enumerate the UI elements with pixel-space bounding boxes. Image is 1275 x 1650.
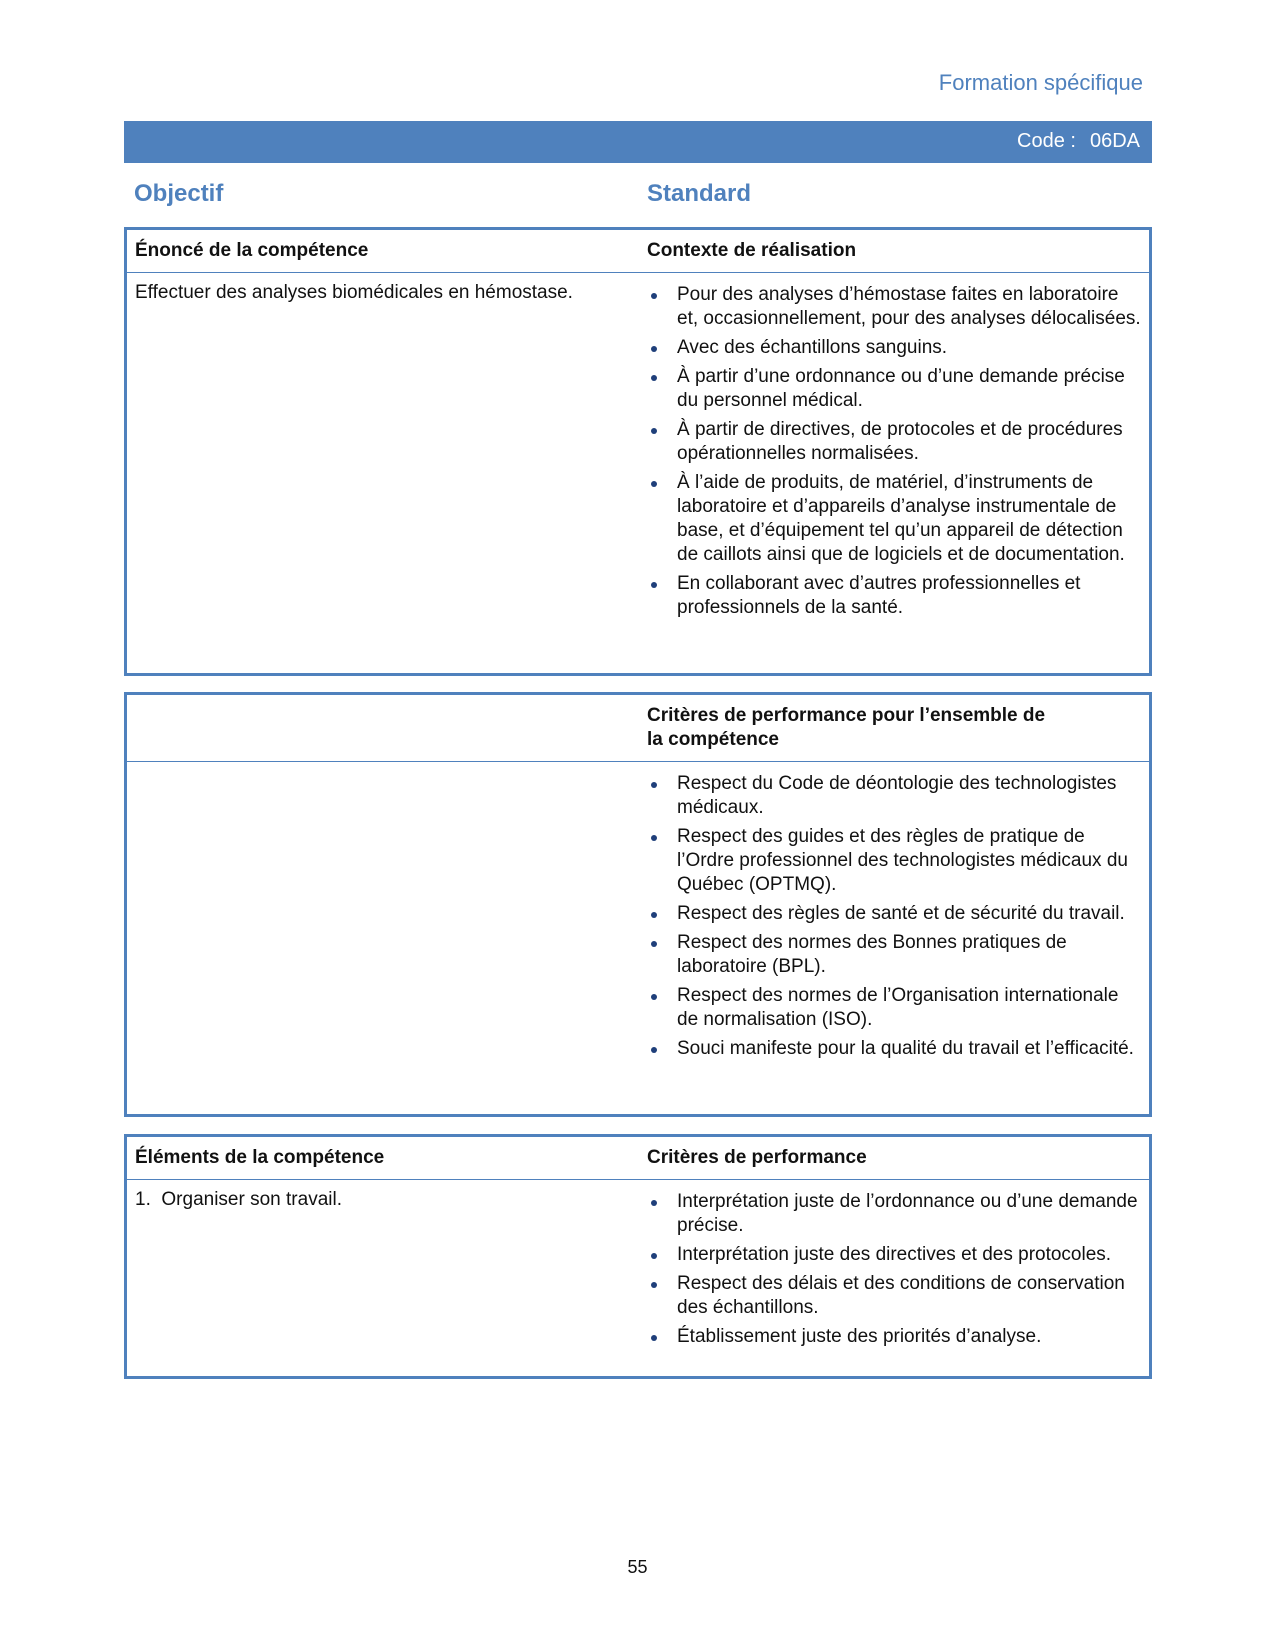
section-standard: Standard <box>647 180 752 207</box>
table-header-row <box>127 230 1149 273</box>
list-item: Respect des normes des Bonnes pratiques de laboratoire (BPL). <box>647 931 1141 979</box>
list-item: Respect des normes de l’Organisation internationale de normalisation (ISO). <box>647 984 1141 1032</box>
table-row <box>127 762 1149 1074</box>
list-item: Respect des guides et des règles de pratique de l’Ordre professionnel des technologistes médicaux du Québec (OPTMQ). <box>647 825 1141 897</box>
list-item: À partir de directives, de protocoles et de procédures opérationnelles normalisées. <box>647 418 1141 466</box>
page-number: 55 <box>627 1557 648 1577</box>
list-item: Interprétation juste de l’ordonnance ou d’une demande précise. <box>647 1190 1141 1238</box>
code-bar <box>124 121 1152 163</box>
list-item: Respect des règles de santé et de sécurité du travail. <box>647 902 1141 926</box>
contexte-list <box>647 283 1141 620</box>
enonce-text: Effectuer des analyses biomédicales en hémostase. <box>135 282 573 303</box>
element-text: 1. Organiser son travail. <box>135 1189 342 1210</box>
criteres-list <box>647 1190 1141 1349</box>
criteres-ensemble-list <box>647 772 1141 1061</box>
criteres-header: Critères de performance <box>647 1147 867 1168</box>
table-row <box>127 273 1149 633</box>
empty-header <box>127 695 639 761</box>
section-objectif: Objectif <box>134 180 224 207</box>
running-title: Formation spécifique <box>938 70 1143 95</box>
table-elements <box>124 1134 1152 1379</box>
table-row <box>127 1180 1149 1362</box>
table-header-row <box>127 695 1149 762</box>
list-item: Respect des délais et des conditions de conservation des échantillons. <box>647 1272 1141 1320</box>
empty-cell <box>127 762 639 1074</box>
enonce-header: Énoncé de la compétence <box>135 240 369 261</box>
code-label: Code : <box>1017 130 1076 152</box>
list-item: Pour des analyses d’hémostase faites en laboratoire et, occasionnellement, pour des analyses délocalisées. <box>647 283 1141 331</box>
criteres-ensemble-header: Critères de performance pour l’ensemble de la compétence <box>647 705 1046 750</box>
table-criteres-ensemble <box>124 692 1152 1117</box>
contexte-header: Contexte de réalisation <box>647 240 857 261</box>
code-value: 06DA <box>1089 130 1140 152</box>
list-item: Respect du Code de déontologie des technologistes médicaux. <box>647 772 1141 820</box>
table-enonce <box>124 227 1152 676</box>
list-item: À l’aide de produits, de matériel, d’instruments de laboratoire et d’appareils d’analyse instrumentale de base, et d’équipement tel qu’un appareil de détection de caillots ainsi que de logiciels et de documentation. <box>647 471 1141 567</box>
list-item: Avec des échantillons sanguins. <box>647 336 1141 360</box>
table-header-row <box>127 1137 1149 1180</box>
list-item: À partir d’une ordonnance ou d’une demande précise du personnel médical. <box>647 365 1141 413</box>
list-item: En collaborant avec d’autres professionnelles et professionnels de la santé. <box>647 572 1141 620</box>
list-item: Interprétation juste des directives et des protocoles. <box>647 1243 1141 1267</box>
list-item: Établissement juste des priorités d’analyse. <box>647 1325 1141 1349</box>
list-item: Souci manifeste pour la qualité du travail et l’efficacité. <box>647 1037 1141 1061</box>
elements-header: Éléments de la compétence <box>135 1147 385 1168</box>
